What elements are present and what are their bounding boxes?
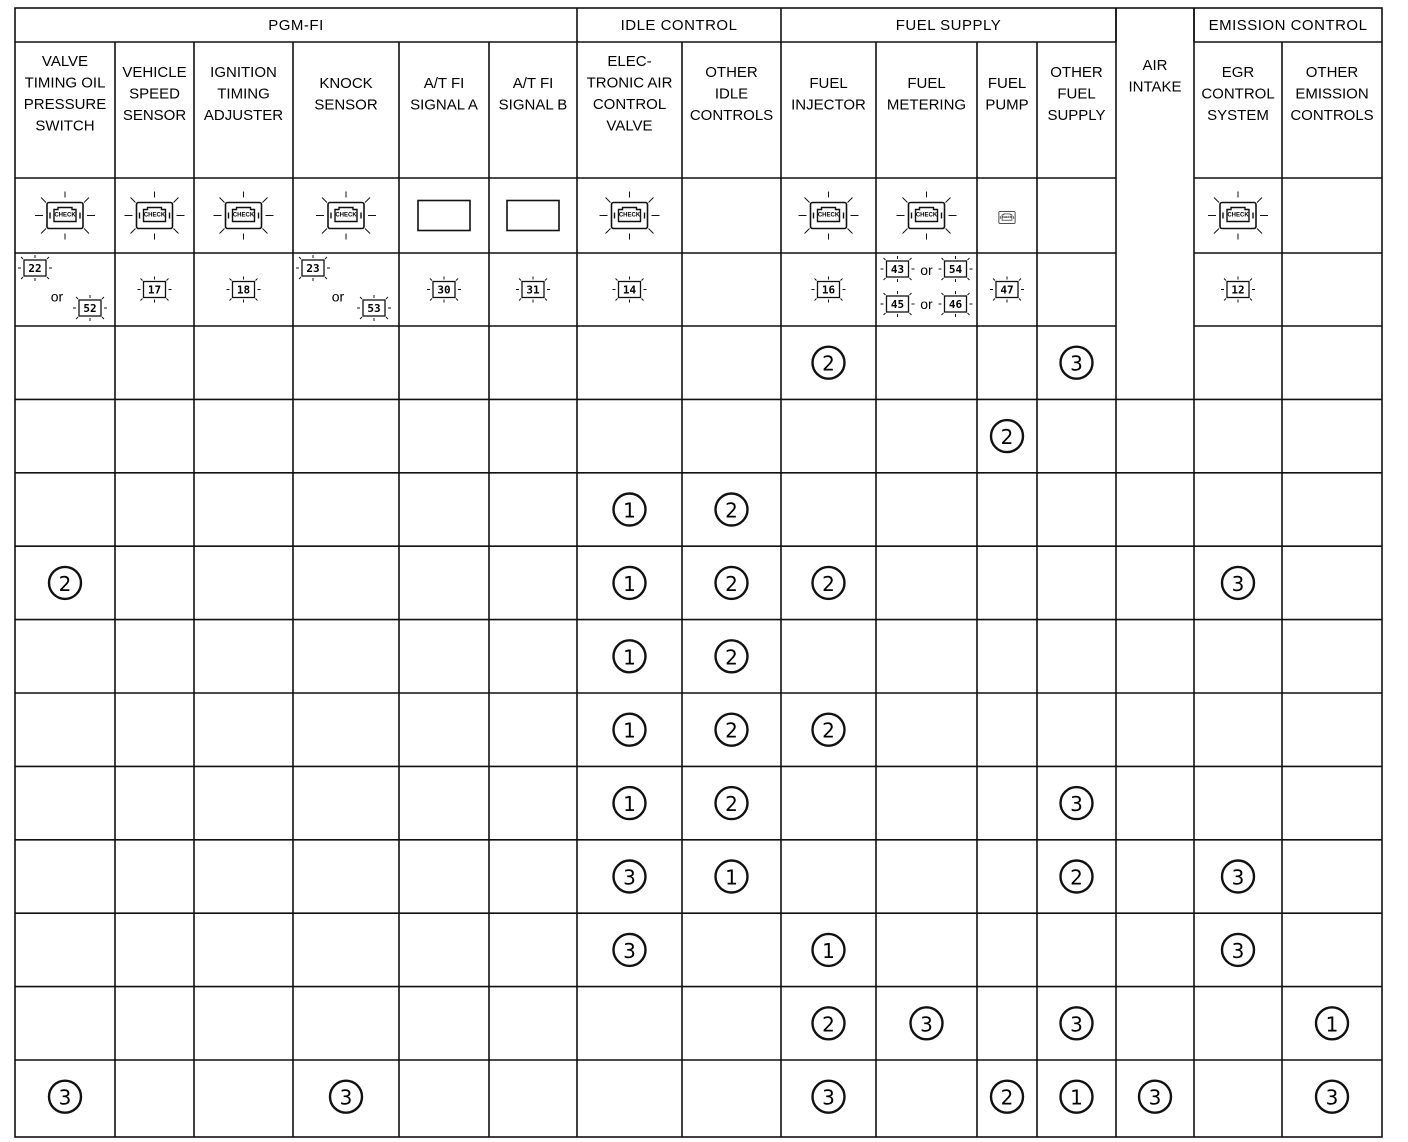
rank-2-vtops (49, 567, 81, 599)
blank-lamp-icon (507, 201, 559, 231)
svg-text:12: 12 (1231, 283, 1245, 297)
rank-1-eacv (614, 494, 646, 526)
svg-text:53: 53 (367, 302, 381, 315)
svg-text:2: 2 (725, 645, 738, 670)
svg-text:1: 1 (623, 571, 636, 596)
column-label-vss: VEHICLE SPEED SENSOR (122, 64, 187, 124)
group-label-idle: IDLE CONTROL (620, 17, 738, 34)
svg-text:1: 1 (623, 645, 636, 670)
svg-text:CHECK: CHECK (232, 212, 255, 219)
trouble-code-14 (613, 277, 647, 303)
rank-2-finj (813, 1007, 845, 1039)
column-label-ks: KNOCK SENSOR (314, 75, 378, 114)
svg-text:3: 3 (623, 865, 636, 890)
rank-3-ofs (1061, 347, 1093, 379)
rank-2-oic (716, 567, 748, 599)
svg-text:CHECK: CHECK (1227, 212, 1249, 219)
svg-text:52: 52 (83, 302, 97, 315)
trouble-code-54 (939, 256, 973, 282)
svg-text:2: 2 (822, 571, 835, 596)
rank-3-eacv (614, 861, 646, 893)
svg-text:3: 3 (822, 1085, 835, 1110)
rank-2-fpump (991, 420, 1023, 452)
svg-text:2: 2 (725, 498, 738, 523)
trouble-code-17 (138, 277, 172, 303)
svg-text:3: 3 (58, 1085, 72, 1110)
svg-text:2: 2 (725, 571, 738, 596)
check-engine-lamp-icon (35, 192, 95, 240)
svg-text:3: 3 (1231, 571, 1245, 596)
svg-text:CHECK: CHECK (817, 212, 840, 219)
svg-text:2: 2 (1070, 865, 1083, 890)
svg-text:3: 3 (1148, 1085, 1162, 1110)
svg-text:3: 3 (1231, 865, 1245, 890)
rank-1-finj (813, 934, 845, 966)
trouble-code-22 (18, 255, 52, 281)
svg-text:3: 3 (1070, 792, 1083, 817)
svg-text:2: 2 (822, 718, 835, 743)
rank-1-oec (1316, 1007, 1348, 1039)
rank-3-fmet (911, 1007, 943, 1039)
trouble-code-52 (73, 295, 107, 321)
svg-text:3: 3 (623, 938, 636, 963)
trouble-code-45 (881, 291, 915, 317)
or-text: or (50, 288, 64, 305)
trouble-code-53 (357, 295, 391, 321)
column-label-fpump: FUEL PUMP (985, 75, 1029, 114)
rank-1-eacv (614, 567, 646, 599)
check-engine-lamp-icon (316, 192, 376, 240)
trouble-code-43 (881, 256, 915, 282)
svg-text:1: 1 (822, 938, 835, 963)
rank-3-egr (1222, 934, 1254, 966)
svg-text:CHECK: CHECK (335, 212, 357, 219)
svg-text:45: 45 (890, 298, 905, 311)
rank-3-egr (1222, 567, 1254, 599)
svg-text:16: 16 (821, 283, 836, 297)
rank-1-ofs (1061, 1081, 1093, 1113)
check-engine-lamp-icon (1208, 192, 1268, 240)
svg-text:1: 1 (725, 865, 738, 890)
svg-text:46: 46 (948, 298, 963, 311)
rank-1-eacv (614, 640, 646, 672)
svg-text:2: 2 (58, 571, 72, 596)
or-text: or (331, 288, 345, 305)
rank-2-fpump (991, 1081, 1023, 1113)
svg-text:23: 23 (306, 262, 320, 275)
svg-text:14: 14 (622, 283, 637, 297)
svg-text:2: 2 (725, 718, 738, 743)
svg-text:1: 1 (1325, 1012, 1339, 1037)
svg-text:2: 2 (1000, 1085, 1014, 1110)
rank-1-eacv (614, 714, 646, 746)
or-text: or (920, 262, 933, 278)
column-label-atfb: A/T FI SIGNAL B (498, 75, 568, 114)
blank-lamp-icon (418, 201, 470, 231)
rank-2-oic (716, 714, 748, 746)
column-label-air: AIR INTAKE (1128, 57, 1182, 96)
svg-text:47: 47 (1000, 283, 1014, 297)
rank-1-eacv (614, 787, 646, 819)
svg-text:22: 22 (28, 262, 42, 275)
svg-text:30: 30 (437, 283, 451, 297)
rank-2-finj (813, 714, 845, 746)
rank-2-oic (716, 640, 748, 672)
rank-3-ks (330, 1081, 362, 1113)
svg-text:3: 3 (339, 1085, 353, 1110)
check-engine-lamp-icon (125, 192, 185, 240)
trouble-code-18 (227, 277, 261, 303)
svg-text:1: 1 (623, 792, 636, 817)
rank-3-air (1139, 1081, 1171, 1113)
or-text: or (920, 296, 933, 312)
rank-1-oic (716, 861, 748, 893)
svg-text:3: 3 (1070, 351, 1083, 376)
trouble-code-46 (939, 291, 973, 317)
svg-text:3: 3 (920, 1012, 933, 1037)
rank-2-finj (813, 347, 845, 379)
svg-text:CHECK: CHECK (143, 212, 166, 219)
column-label-finj: FUEL INJECTOR (791, 75, 866, 114)
check-engine-lamp-icon (214, 192, 274, 240)
check-engine-lamp-small-icon (999, 212, 1015, 224)
svg-text:CHECK: CHECK (915, 212, 938, 219)
column-label-vtops: VALVE TIMING OIL PRESSURE SWITCH (23, 53, 107, 135)
svg-text:CHECK: CHECK (1002, 216, 1012, 219)
trouble-code-23 (296, 255, 330, 281)
svg-text:43: 43 (890, 263, 905, 276)
svg-text:17: 17 (147, 283, 162, 297)
group-label-fuel: FUEL SUPPLY (895, 17, 1002, 34)
trouble-code-12 (1221, 277, 1255, 303)
check-engine-lamp-icon (897, 192, 957, 240)
check-engine-lamp-icon (600, 192, 660, 240)
rank-3-ofs (1061, 1007, 1093, 1039)
column-label-atfa: A/T FI SIGNAL A (410, 75, 478, 114)
rank-2-finj (813, 567, 845, 599)
svg-text:CHECK: CHECK (54, 212, 76, 219)
trouble-code-31 (516, 277, 550, 303)
svg-text:1: 1 (623, 718, 636, 743)
svg-text:1: 1 (1070, 1085, 1083, 1110)
column-label-oic: OTHER IDLE CONTROLS (689, 64, 774, 124)
column-label-eacv: ELEC-TRONIC AIR CONTROL VALVE (586, 53, 673, 135)
column-label-oec: OTHER EMISSION CONTROLS (1290, 64, 1374, 124)
svg-text:3: 3 (1231, 938, 1245, 963)
svg-text:3: 3 (1325, 1085, 1339, 1110)
svg-text:54: 54 (948, 263, 963, 276)
rank-3-ofs (1061, 787, 1093, 819)
svg-text:2: 2 (1000, 425, 1014, 450)
svg-text:3: 3 (1070, 1012, 1083, 1037)
check-engine-lamp-icon (799, 192, 859, 240)
trouble-code-47 (990, 277, 1024, 303)
svg-text:2: 2 (725, 792, 738, 817)
column-label-ita: IGNITION TIMING ADJUSTER (203, 64, 284, 124)
svg-text:CHECK: CHECK (618, 212, 641, 219)
rank-2-oic (716, 787, 748, 819)
group-label-pgm: PGM-FI (268, 17, 324, 34)
trouble-code-30 (427, 277, 461, 303)
rank-3-vtops (49, 1081, 81, 1113)
rank-3-finj (813, 1081, 845, 1113)
svg-text:18: 18 (236, 283, 251, 297)
column-label-egr: EGR CONTROL SYSTEM (1201, 64, 1275, 124)
rank-3-oec (1316, 1081, 1348, 1113)
column-label-fmet: FUEL METERING (886, 75, 967, 114)
group-label-emis: EMISSION CONTROL (1208, 17, 1368, 34)
rank-2-oic (716, 494, 748, 526)
svg-text:2: 2 (822, 351, 835, 376)
svg-text:31: 31 (526, 283, 540, 297)
svg-text:2: 2 (822, 1012, 835, 1037)
rank-3-eacv (614, 934, 646, 966)
rank-3-egr (1222, 861, 1254, 893)
svg-text:1: 1 (623, 498, 636, 523)
trouble-code-16 (812, 277, 846, 303)
rank-2-ofs (1061, 861, 1093, 893)
column-label-ofs: OTHER FUEL SUPPLY (1047, 64, 1106, 124)
